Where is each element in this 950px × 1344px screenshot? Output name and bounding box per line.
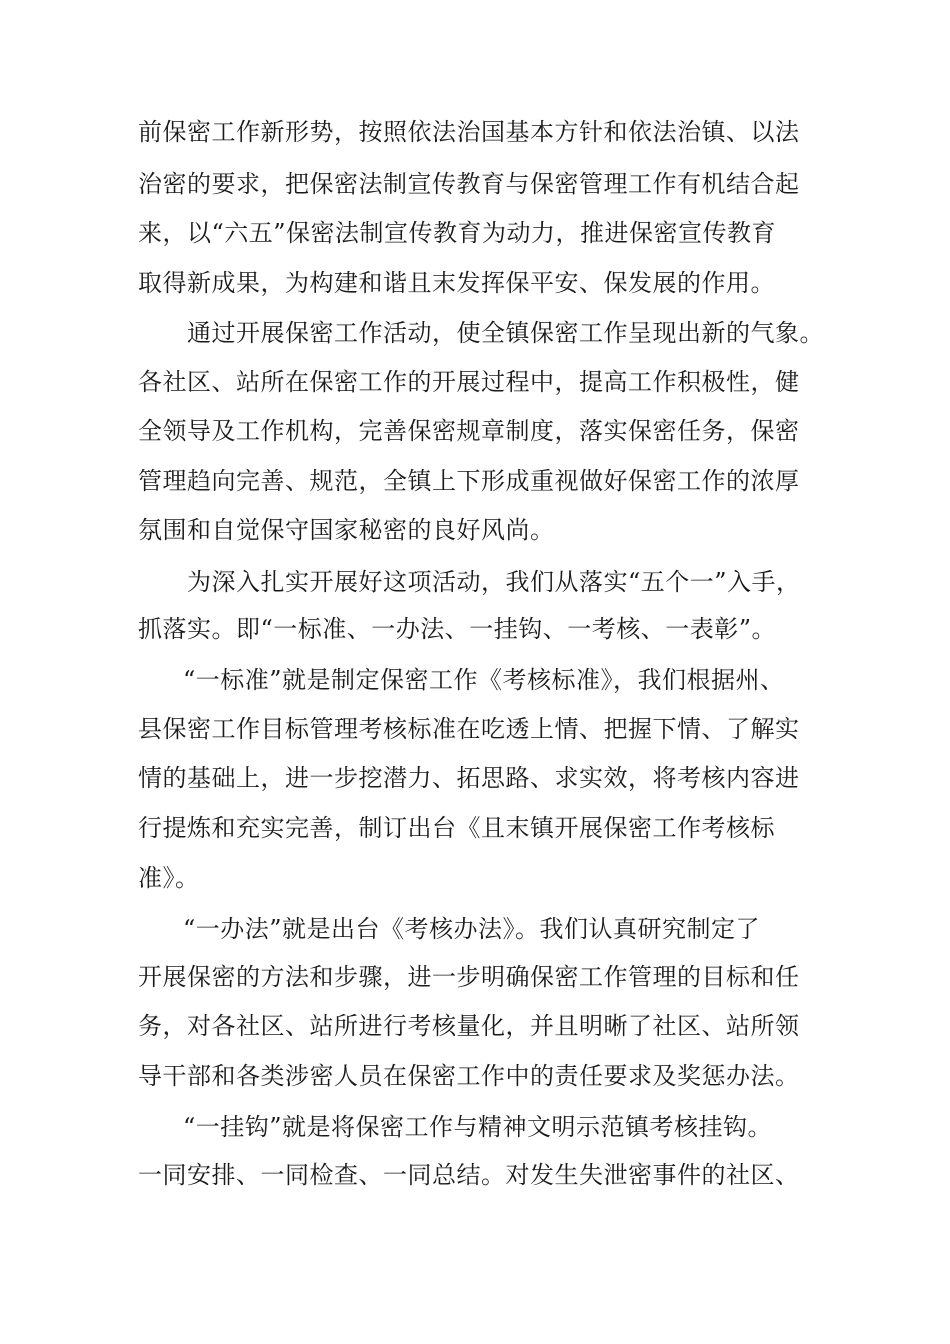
- text-line: 来，以“六五”保密法制宣传教育为动力，推进保密宣传教育: [138, 219, 777, 247]
- paragraph-first-line: 通过开展保密工作活动，使全镇保密工作呈现出新的气象。: [187, 319, 824, 347]
- text-line: 一同安排、一同检查、一同总结。对发生失泄密事件的社区、: [138, 1161, 800, 1189]
- text-line: 治密的要求，把保密法制宣传教育与保密管理工作有机结合起: [138, 170, 800, 198]
- text-line: 导干部和各类涉密人员在保密工作中的责任要求及奖惩办法。: [138, 1062, 800, 1090]
- text-line: 开展保密的方法和步骤，进一步明确保密工作管理的目标和任: [138, 963, 800, 991]
- text-line: 氛围和自觉保守国家秘密的良好风尚。: [138, 516, 555, 544]
- text-line: 取得新成果，为构建和谐且末发挥保平安、保发展的作用。: [138, 269, 775, 297]
- text-line: 全领导及工作机构，完善保密规章制度，落实保密任务，保密: [138, 417, 800, 445]
- text-line: 情的基础上，进一步挖潜力、拓思路、求实效，将考核内容进: [138, 764, 800, 792]
- text-line: 前保密工作新形势，按照依法治国基本方针和依法治镇、以法: [138, 118, 800, 146]
- text-line: 行提炼和充实完善，制订出台《且末镇开展保密工作考核标: [138, 814, 775, 842]
- text-line: 管理趋向完善、规范，全镇上下形成重视做好保密工作的浓厚: [138, 467, 800, 495]
- text-line: 准》。: [138, 864, 200, 892]
- paragraph-first-line: “一挂钩”就是将保密工作与精神文明示范镇考核挂钩。: [183, 1113, 773, 1141]
- paragraph-first-line: “一标准”就是制定保密工作《考核标准》，我们根据州、: [183, 666, 785, 694]
- paragraph-first-line: “一办法”就是出台《考核办法》。我们认真研究制定了: [183, 915, 761, 943]
- text-line: 抓落实。即“一标准、一办法、一挂钩、一考核、一表彰”。: [138, 615, 777, 643]
- text-line: 县保密工作目标管理考核标准在吃透上情、把握下情、了解实: [138, 715, 800, 743]
- paragraph-first-line: 为深入扎实开展好这项活动，我们从落实“五个一”入手，: [187, 568, 801, 596]
- text-line: 各社区、站所在保密工作的开展过程中，提高工作积极性，健: [138, 368, 800, 396]
- text-line: 务，对各社区、站所进行考核量化，并且明晰了社区、站所领: [138, 1012, 800, 1040]
